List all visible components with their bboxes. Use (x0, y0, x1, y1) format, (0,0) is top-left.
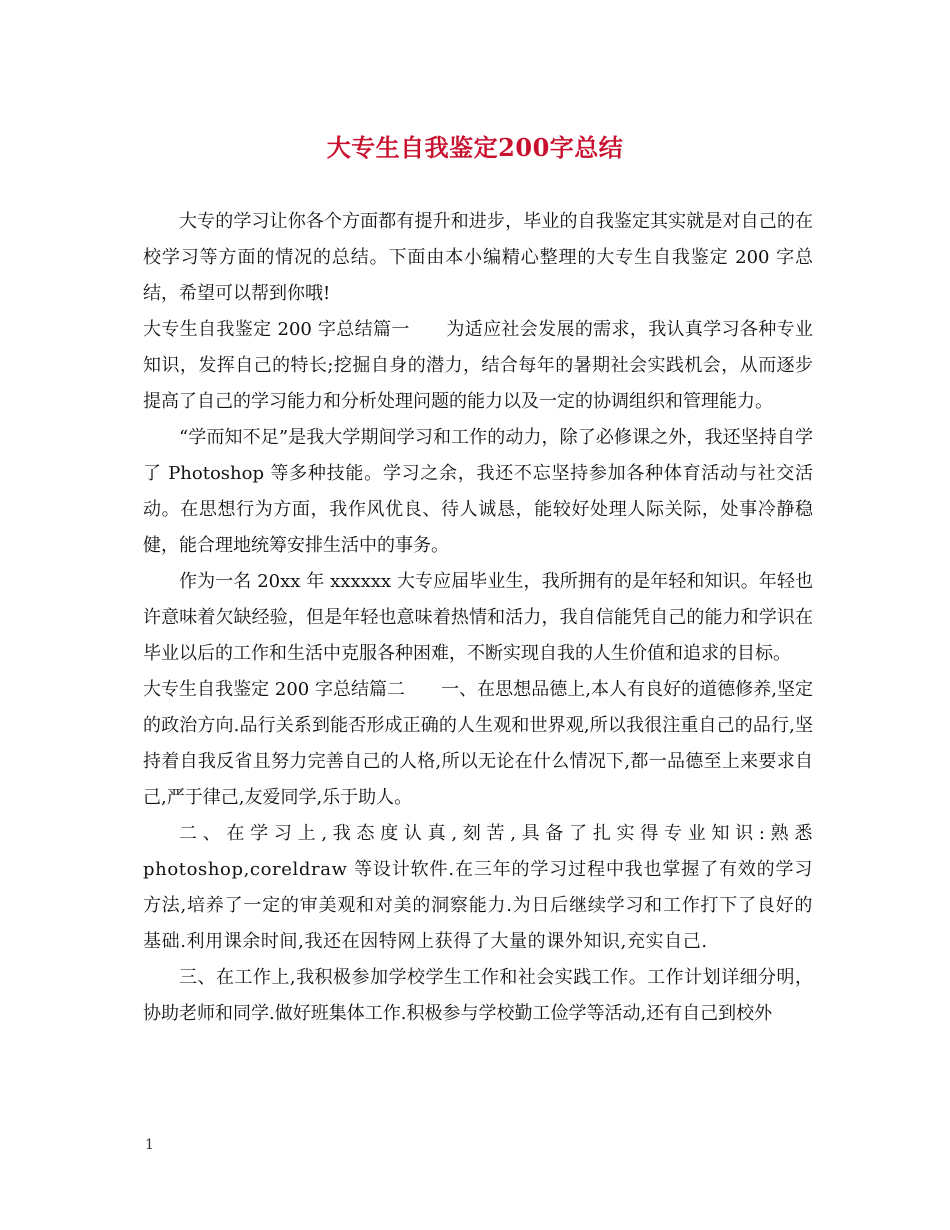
paragraph-learning-motivation: “学而知不足”是我大学期间学习和工作的动力，除了必修课之外，我还坚持自学了 Photoshop 等多种技能。学习之余，我还不忘坚持参加各种体育活动与社交活动。在思想行为方面，我作风优良、待人诚恳，能较好处理人际关际，处事冷静稳健，能合理地统筹安排生活中的事务。 (143, 427, 813, 556)
page-number: 1 (145, 1137, 154, 1153)
paragraph-graduate: 作为一名 20xx 年 xxxxxx 大专应届毕业生，我所拥有的是年轻和知识。年轻也许意味着欠缺经验，但是年轻也意味着热情和活力，我自信能凭自己的能力和学识在毕业以后的工作和生活中克服各种困难，不断实现自我的人生价值和追求的目标。 (143, 571, 813, 664)
paragraph-section-two: 大专生自我鉴定 200 字总结篇二 一、在思想品德上,本人有良好的道德修养,坚定的政治方向.品行关系到能否形成正确的人生观和世界观,所以我很注重自己的品行,坚持着自我反省且努力完善自己的人格,所以无论在什么情况下,都一品德至上来要求自己,严于律己,友爱同学,乐于助人。 (143, 679, 813, 808)
paragraph-section-one: 大专生自我鉴定 200 字总结篇一 为适应社会发展的需求，我认真学习各种专业知识，发挥自己的特长;挖掘自身的潜力，结合每年的暑期社会实践机会，从而逐步提高了自己的学习能力和分析处理问题的能力以及一定的协调组织和管理能力。 (143, 319, 813, 412)
paragraph-intro: 大专的学习让你各个方面都有提升和进步，毕业的自我鉴定其实就是对自己的在校学习等方面的情况的总结。下面由本小编精心整理的大专生自我鉴定 200 字总结，希望可以帮到你哦! (143, 211, 813, 304)
paragraph-study: 二、在学习上,我态度认真,刻苦,具备了扎实得专业知识:熟悉 photoshop,coreldraw 等设计软件.在三年的学习过程中我也掌握了有效的学习方法,培养了一定的审美观和对美的洞察能力.为日后继续学习和工作打下了良好的基础.利用课余时间,我还在因特网上获得了大量的课外知识,充实自己. (143, 823, 813, 952)
paragraph-work: 三、在工作上,我积极参加学校学生工作和社会实践工作。工作计划详细分明，协助老师和同学.做好班集体工作.积极参与学校勤工俭学等活动,还有自己到校外 (143, 967, 813, 1024)
document-title: 大专生自我鉴定200字总结 (326, 133, 624, 162)
document-body (143, 204, 813, 1032)
